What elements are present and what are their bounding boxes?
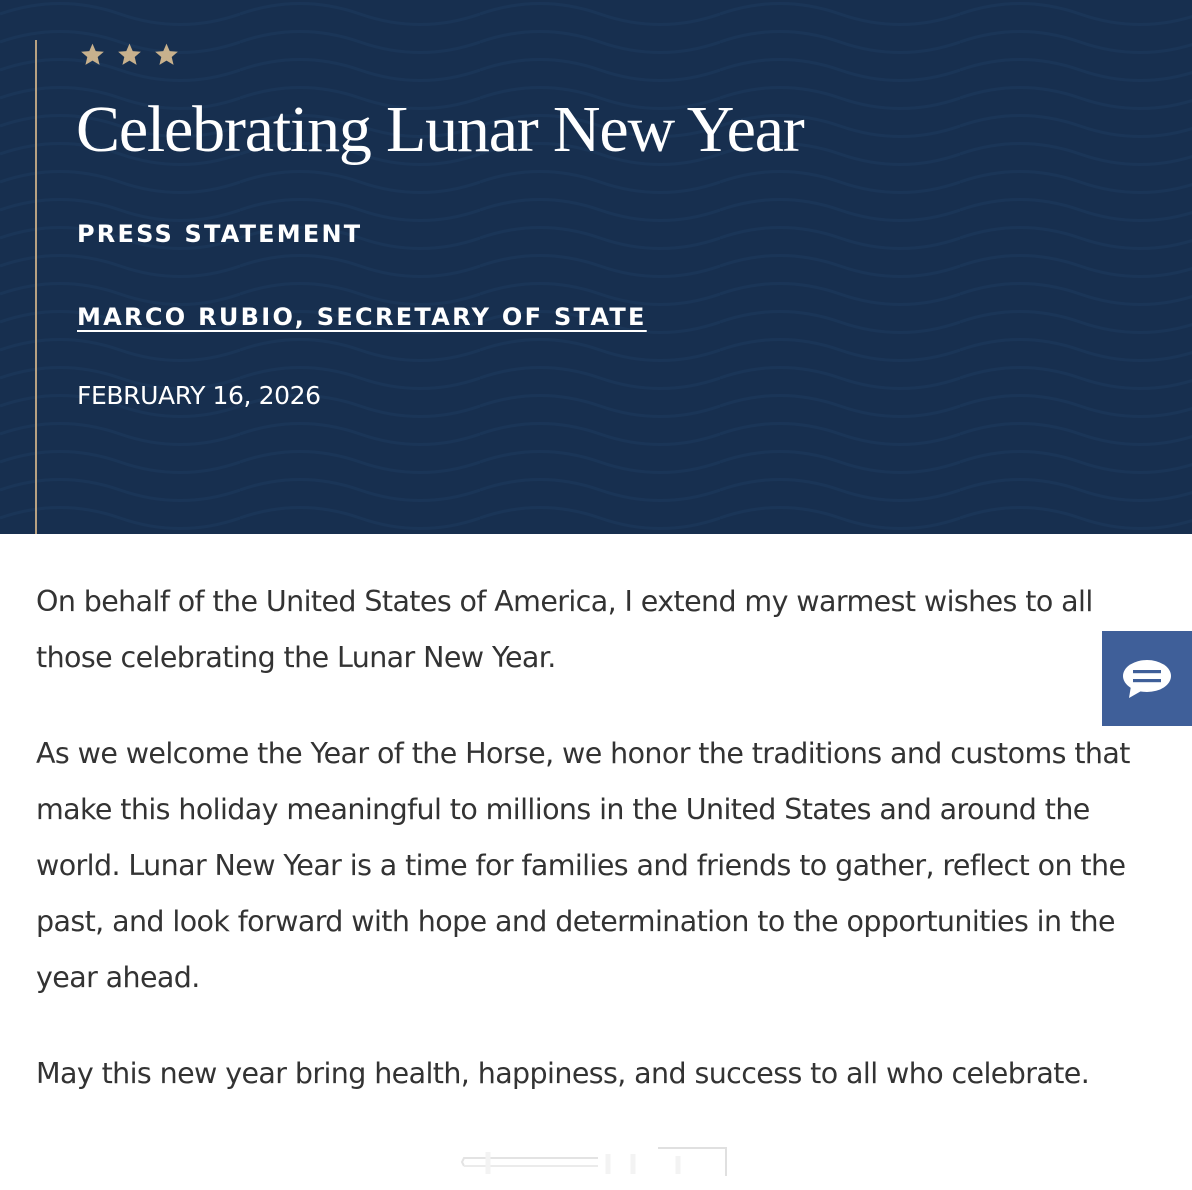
wave-pattern-background	[0, 0, 1192, 534]
press-statement-header	[0, 0, 1192, 534]
paragraph: May this new year bring health, happiness, and success to all who celebrate.	[36, 1057, 1090, 1090]
star-icon	[80, 42, 105, 67]
feedback-chat-button[interactable]	[1102, 631, 1192, 726]
content-type-label: PRESS STATEMENT	[77, 220, 363, 248]
statement-body	[36, 574, 1176, 1142]
chat-bubble-icon	[1121, 658, 1173, 700]
paragraph: On behalf of the United States of America, I extend my warmest wishes to all those celebrating the Lunar New Year.	[36, 585, 1093, 674]
vertical-accent-rule	[35, 40, 37, 534]
star-icon	[117, 42, 142, 67]
star-icon	[154, 42, 179, 67]
page-title: Celebrating Lunar New Year	[76, 93, 804, 166]
stars-decoration	[80, 42, 179, 67]
paragraph: As we welcome the Year of the Horse, we honor the traditions and customs that make this holiday meaningful to millions in the United States and around the world. Lunar New Year is a time for families and friends to gather, reflect on the past, and look forward with hope and determination to the opportunities in the year ahead.	[36, 737, 1130, 994]
signature-image	[458, 1138, 730, 1182]
author-link[interactable]: MARCO RUBIO, SECRETARY OF STATE	[77, 303, 647, 331]
publish-date: FEBRUARY 16, 2026	[77, 381, 321, 410]
